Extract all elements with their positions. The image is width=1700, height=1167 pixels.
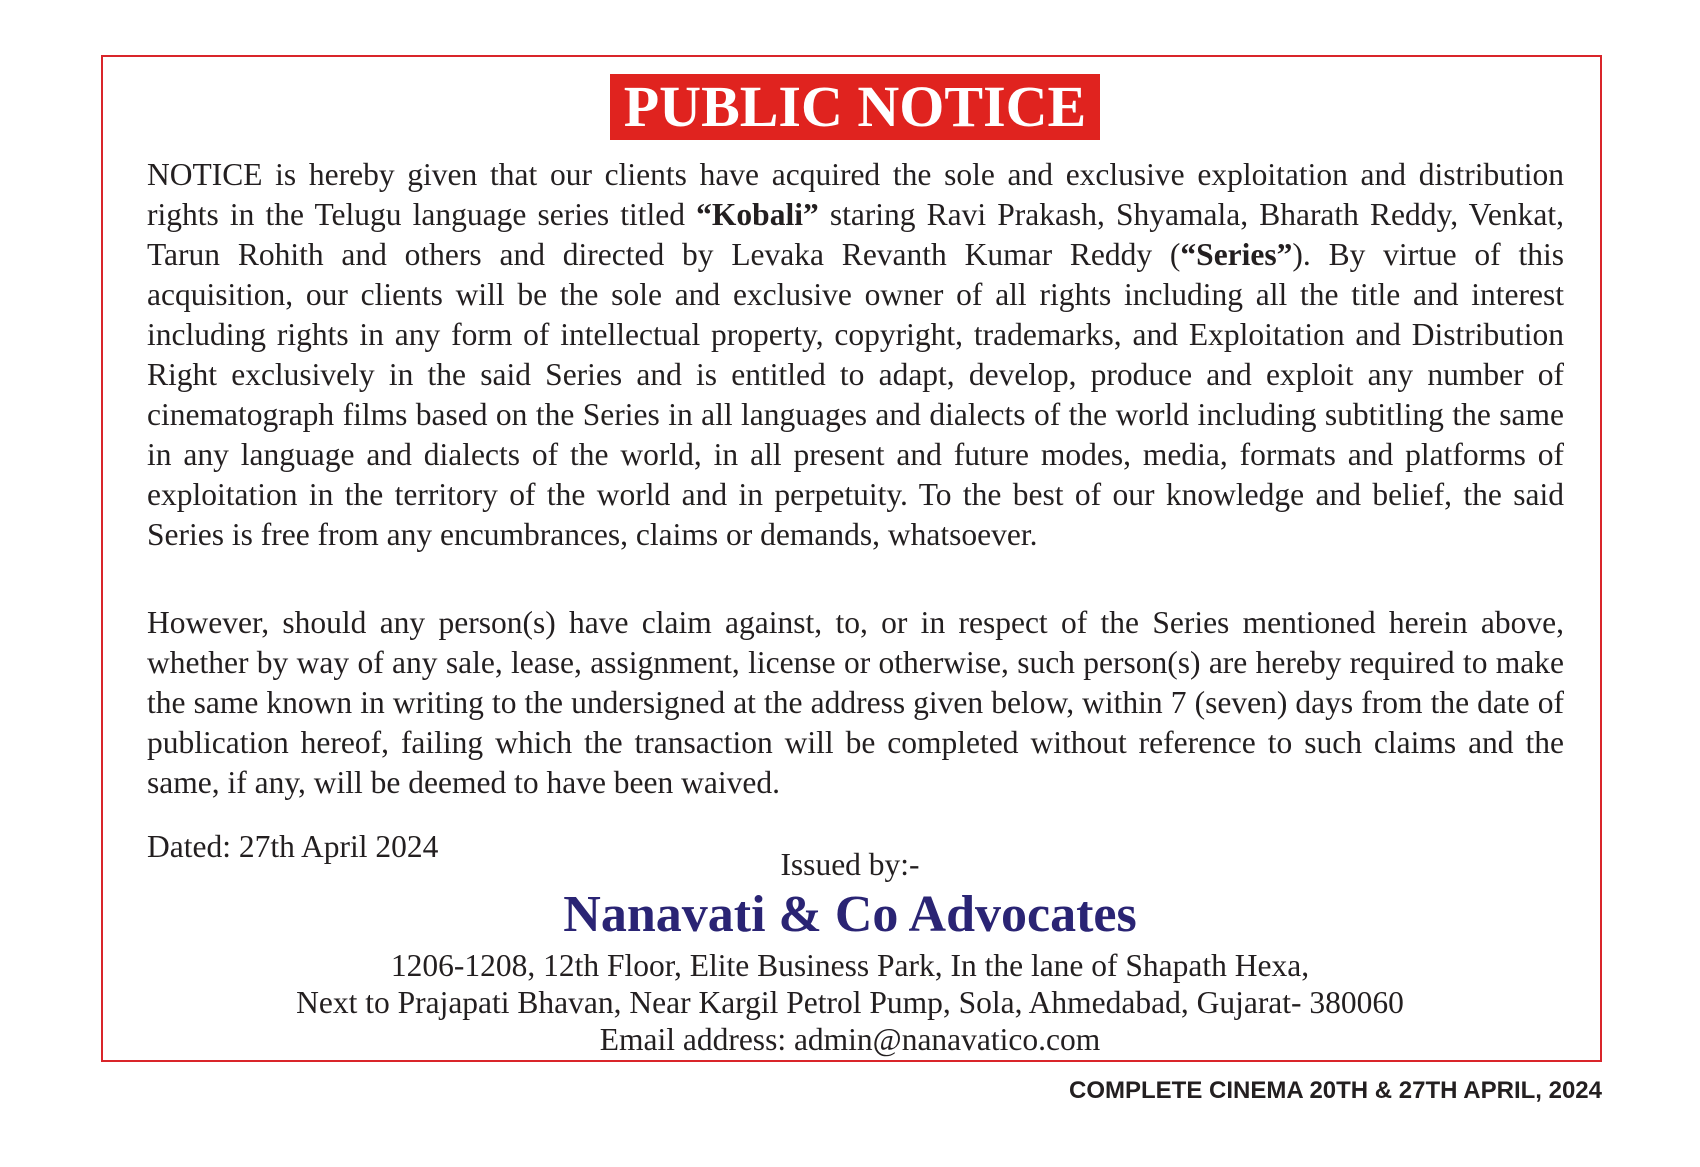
- series-title: “Kobali”: [696, 197, 819, 232]
- notice-paragraph-1: [147, 155, 1564, 555]
- notice-paragraph-2: However, should any person(s) have claim against, to, or in respect of the Series mentioned herein above, whether by way of any sale, lease, assignment, license or otherwise, such person(s) are hereby required to make the same known in writing to the undersigned at the address given below, within 7 (seven) days from the date of publication hereof, failing which the transaction will be completed without reference to such claims and the same, if any, will be deemed to have been waived.: [147, 605, 1564, 800]
- address-line-2: Next to Prajapati Bhavan, Near Kargil Petrol Pump, Sola, Ahmedabad, Gujarat- 380060: [296, 985, 1404, 1020]
- publication-credit: COMPLETE CINEMA 20TH & 27TH APRIL, 2024: [1069, 1077, 1602, 1104]
- issued-by-label: Issued by:-: [780, 847, 920, 882]
- paragraph-1-text-c: ). By virtue of this acquisition, our clients will be the sole and exclusive owner of all rights including all the title and interest including rights in any form of intellectual property, copyright, trademarks, and Exploitation and Distribution Right exclusively in the said Series and is entitled to adapt, develop, produce and exploit any number of cinematograph films based on the Series in all languages and dialects of the world including subtitling the same in any language and dialects of the world, in all present and future modes, media, formats and platforms of exploitation in the territory of the world and in perpetuity. To the best of our knowledge and belief, the said Series is free from any encumbrances, claims or demands, whatsoever.: [147, 237, 1564, 552]
- series-term: “Series”: [1180, 237, 1293, 272]
- paragraph-1-text-b: staring Ravi Prakash, Shyamala, Bharath Reddy, Venkat, Tarun Rohith and others and directed by Levaka Revanth Kumar Reddy (: [147, 197, 1564, 272]
- address-line-1: 1206-1208, 12th Floor, Elite Business Park, In the lane of Shapath Hexa,: [390, 948, 1310, 983]
- notice-date: Dated: 27th April 2024: [147, 829, 439, 864]
- firm-name: Nanavati & Co Advocates: [563, 886, 1137, 943]
- paragraph-1-text-a: NOTICE is hereby given that our clients have acquired the sole and exclusive exploitation and distribution rights in the Telugu language series titled: [147, 157, 1564, 232]
- notice-title: PUBLIC NOTICE: [610, 74, 1100, 140]
- email-address: Email address: admin@nanavatico.com: [599, 1022, 1101, 1057]
